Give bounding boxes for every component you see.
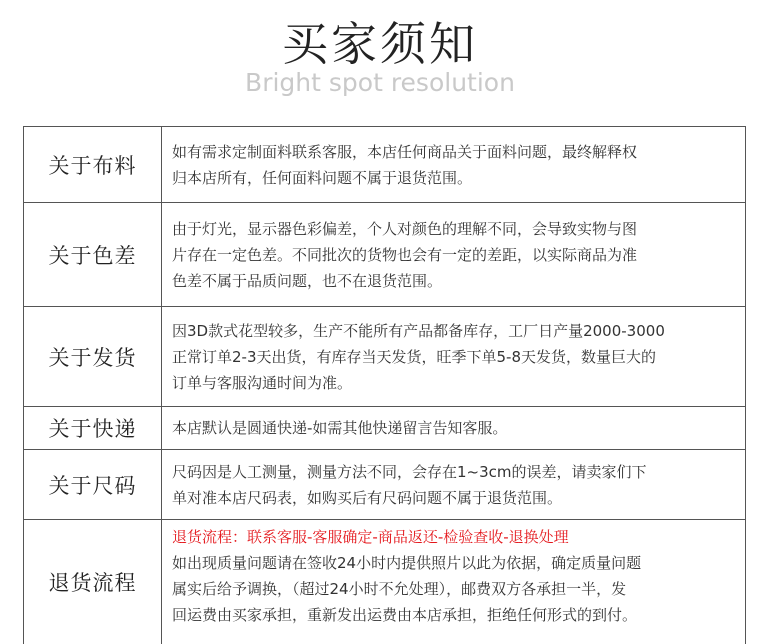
content-line: 回运费由买家承担，重新发出运费由本店承担，拒绝任何形式的到付。 (172, 606, 638, 624)
row-content (162, 203, 745, 306)
content-line: 由于灯光，显示器色彩偏差，个人对颜色的理解不同，会导致实物与图 (172, 219, 638, 238)
content-line: 归本店所有，任何面料问题不属于退货范围。 (172, 168, 473, 187)
row-label: 关于发货 (24, 307, 162, 406)
row-return-process (24, 520, 745, 644)
page-header (0, 0, 760, 122)
row-content (162, 127, 745, 202)
row-label: 关于布料 (24, 127, 162, 202)
notice-table (23, 126, 746, 644)
content-line: 属实后给予调换，（超过24小时不允处理），邮费双方各承担一半，发 (172, 580, 627, 598)
content-line: 订单与客服沟通时间为准。 (172, 373, 353, 392)
content-line: 尺码因是人工测量，测量方法不同，会存在1~3cm的误差，请卖家们下 (172, 462, 647, 481)
content-line: 片存在一定色差。不同批次的货物也会有一定的差距，以实际商品为准 (172, 245, 638, 264)
row-shipping (24, 307, 745, 407)
row-fabric (24, 127, 745, 203)
row-color-difference (24, 203, 745, 307)
return-process-highlight: 退货流程：联系客服-客服确定-商品返还-检验查收-退换处理 (172, 528, 569, 546)
row-content (162, 520, 745, 644)
content-line: 因3D款式花型较多，生产不能所有产品都备库存，工厂日产量2000-3000 (172, 321, 665, 340)
content-line: 如有需求定制面料联系客服，本店任何商品关于面料问题，最终解释权 (172, 142, 638, 161)
row-label: 关于快递 (24, 407, 162, 449)
row-content (162, 450, 745, 519)
content-line: 色差不属于品质问题，也不在退货范围。 (172, 271, 443, 290)
row-content (162, 407, 745, 449)
content-line: 正常订单2-3天出货，有库存当天发货，旺季下单5-8天发货，数量巨大的 (172, 347, 657, 366)
content-line: 单对准本店尺码表，如购买后有尺码问题不属于退货范围。 (172, 488, 563, 507)
row-express (24, 407, 745, 450)
page-subtitle: Bright spot resolution (245, 68, 515, 97)
row-label: 关于尺码 (24, 450, 162, 519)
page-title: 买家须知 (282, 17, 478, 71)
content-line: 本店默认是圆通快递-如需其他快递留言告知客服。 (172, 419, 508, 437)
row-size (24, 450, 745, 520)
row-content (162, 307, 745, 406)
content-line: 如出现质量问题请在签收24小时内提供照片以此为依据，确定质量问题 (172, 554, 642, 572)
row-label: 退货流程 (24, 520, 162, 644)
row-label: 关于色差 (24, 203, 162, 306)
